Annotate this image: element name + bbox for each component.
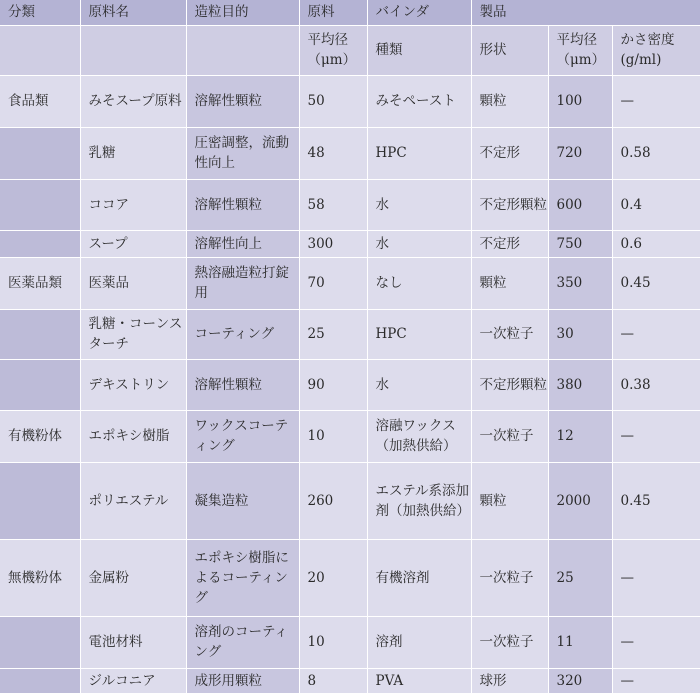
cell-shape: 一次粒子: [471, 539, 548, 616]
cell-binder: HPC: [367, 127, 471, 179]
table-row: [0, 230, 700, 257]
header-row-1: [0, 0, 700, 25]
header-shape: 形状: [471, 25, 548, 75]
cell-binder: 水: [367, 230, 471, 257]
cell-binder: 溶剤: [367, 616, 471, 668]
cell-density: 0.58: [612, 127, 700, 179]
table-row: [0, 616, 700, 668]
table-row: [0, 668, 700, 693]
cell-material: 金属粉: [80, 539, 186, 616]
cell-density: —: [612, 75, 700, 127]
cell-raw-size: 25: [299, 309, 367, 359]
header-raw: 原料: [299, 0, 367, 25]
cell-material: 電池材料: [80, 616, 186, 668]
cell-purpose: 溶解性顆粒: [186, 179, 299, 230]
cell-binder: PVA: [367, 668, 471, 693]
cell-shape: 不定形: [471, 127, 548, 179]
cell-category: [0, 359, 80, 410]
cell-shape: 一次粒子: [471, 309, 548, 359]
cell-raw-size: 260: [299, 462, 367, 539]
cell-purpose: 成形用顆粒: [186, 668, 299, 693]
cell-category: [0, 462, 80, 539]
cell-raw-size: 300: [299, 230, 367, 257]
cell-material: 乳糖: [80, 127, 186, 179]
header-density: かさ密度(g/ml): [612, 25, 700, 75]
cell-prod-size: 25: [548, 539, 612, 616]
header-empty-2: [80, 25, 186, 75]
cell-density: —: [612, 309, 700, 359]
table-row: [0, 309, 700, 359]
cell-shape: 一次粒子: [471, 616, 548, 668]
cell-raw-size: 48: [299, 127, 367, 179]
cell-prod-size: 100: [548, 75, 612, 127]
cell-shape: 球形: [471, 668, 548, 693]
cell-binder: エステル系添加剤（加熱供給）: [367, 462, 471, 539]
cell-prod-size: 600: [548, 179, 612, 230]
cell-prod-size: 750: [548, 230, 612, 257]
cell-prod-size: 2000: [548, 462, 612, 539]
cell-raw-size: 90: [299, 359, 367, 410]
cell-density: —: [612, 668, 700, 693]
cell-category: [0, 230, 80, 257]
cell-binder: HPC: [367, 309, 471, 359]
table-row: [0, 127, 700, 179]
cell-binder: 有機溶剤: [367, 539, 471, 616]
cell-density: —: [612, 539, 700, 616]
header-product: 製品: [471, 0, 700, 25]
cell-prod-size: 320: [548, 668, 612, 693]
cell-prod-size: 380: [548, 359, 612, 410]
cell-raw-size: 58: [299, 179, 367, 230]
cell-category: [0, 127, 80, 179]
cell-prod-size: 350: [548, 257, 612, 309]
header-binder-type: 種類: [367, 25, 471, 75]
cell-density: —: [612, 616, 700, 668]
cell-raw-size: 10: [299, 410, 367, 462]
table-row: [0, 179, 700, 230]
header-binder: バインダ: [367, 0, 471, 25]
cell-prod-size: 12: [548, 410, 612, 462]
cell-shape: 顆粒: [471, 75, 548, 127]
cell-purpose: 溶剤のコーティング: [186, 616, 299, 668]
cell-material: みそスープ原料: [80, 75, 186, 127]
cell-shape: 不定形: [471, 230, 548, 257]
cell-prod-size: 30: [548, 309, 612, 359]
cell-density: 0.4: [612, 179, 700, 230]
cell-category: 食品類: [0, 75, 80, 127]
header-category: 分類: [0, 0, 80, 25]
cell-binder: なし: [367, 257, 471, 309]
cell-category: [0, 616, 80, 668]
table-row: [0, 539, 700, 616]
cell-prod-size: 11: [548, 616, 612, 668]
cell-binder: 溶融ワックス（加熱供給）: [367, 410, 471, 462]
cell-density: 0.45: [612, 257, 700, 309]
header-purpose: 造粒目的: [186, 0, 299, 25]
cell-purpose: コーティング: [186, 309, 299, 359]
cell-binder: 水: [367, 359, 471, 410]
header-raw-size: 平均径（μm）: [299, 25, 367, 75]
cell-density: 0.38: [612, 359, 700, 410]
cell-purpose: 溶解性顆粒: [186, 75, 299, 127]
cell-material: 医薬品: [80, 257, 186, 309]
cell-purpose: 溶解性向上: [186, 230, 299, 257]
cell-raw-size: 8: [299, 668, 367, 693]
cell-density: 0.45: [612, 462, 700, 539]
cell-raw-size: 50: [299, 75, 367, 127]
header-empty-1: [0, 25, 80, 75]
cell-material: ポリエステル: [80, 462, 186, 539]
cell-binder: みそペースト: [367, 75, 471, 127]
cell-material: 乳糖・コーンスターチ: [80, 309, 186, 359]
cell-shape: 不定形顆粒: [471, 179, 548, 230]
cell-material: スープ: [80, 230, 186, 257]
header-material: 原料名: [80, 0, 186, 25]
table-row: [0, 462, 700, 539]
cell-material: ジルコニア: [80, 668, 186, 693]
header-row-2: [0, 25, 700, 75]
cell-category: 有機粉体: [0, 410, 80, 462]
cell-shape: 一次粒子: [471, 410, 548, 462]
cell-density: —: [612, 410, 700, 462]
table-row: [0, 257, 700, 309]
cell-shape: 不定形顆粒: [471, 359, 548, 410]
header-prod-size: 平均径（μm）: [548, 25, 612, 75]
cell-purpose: エポキシ樹脂によるコーティング: [186, 539, 299, 616]
cell-purpose: 溶解性顆粒: [186, 359, 299, 410]
cell-purpose: 熱溶融造粒打錠用: [186, 257, 299, 309]
cell-purpose: 圧密調整，流動性向上: [186, 127, 299, 179]
table-row: [0, 359, 700, 410]
cell-purpose: ワックスコーティング: [186, 410, 299, 462]
cell-category: 医薬品類: [0, 257, 80, 309]
cell-material: ココア: [80, 179, 186, 230]
cell-category: [0, 668, 80, 693]
cell-raw-size: 70: [299, 257, 367, 309]
table-row: [0, 75, 700, 127]
cell-material: エポキシ樹脂: [80, 410, 186, 462]
cell-category: [0, 179, 80, 230]
cell-prod-size: 720: [548, 127, 612, 179]
header-empty-3: [186, 25, 299, 75]
cell-shape: 顆粒: [471, 462, 548, 539]
cell-raw-size: 20: [299, 539, 367, 616]
cell-category: [0, 309, 80, 359]
table-row: [0, 410, 700, 462]
cell-binder: 水: [367, 179, 471, 230]
cell-shape: 顆粒: [471, 257, 548, 309]
cell-density: 0.6: [612, 230, 700, 257]
cell-raw-size: 10: [299, 616, 367, 668]
cell-material: デキストリン: [80, 359, 186, 410]
cell-purpose: 凝集造粒: [186, 462, 299, 539]
cell-category: 無機粉体: [0, 539, 80, 616]
